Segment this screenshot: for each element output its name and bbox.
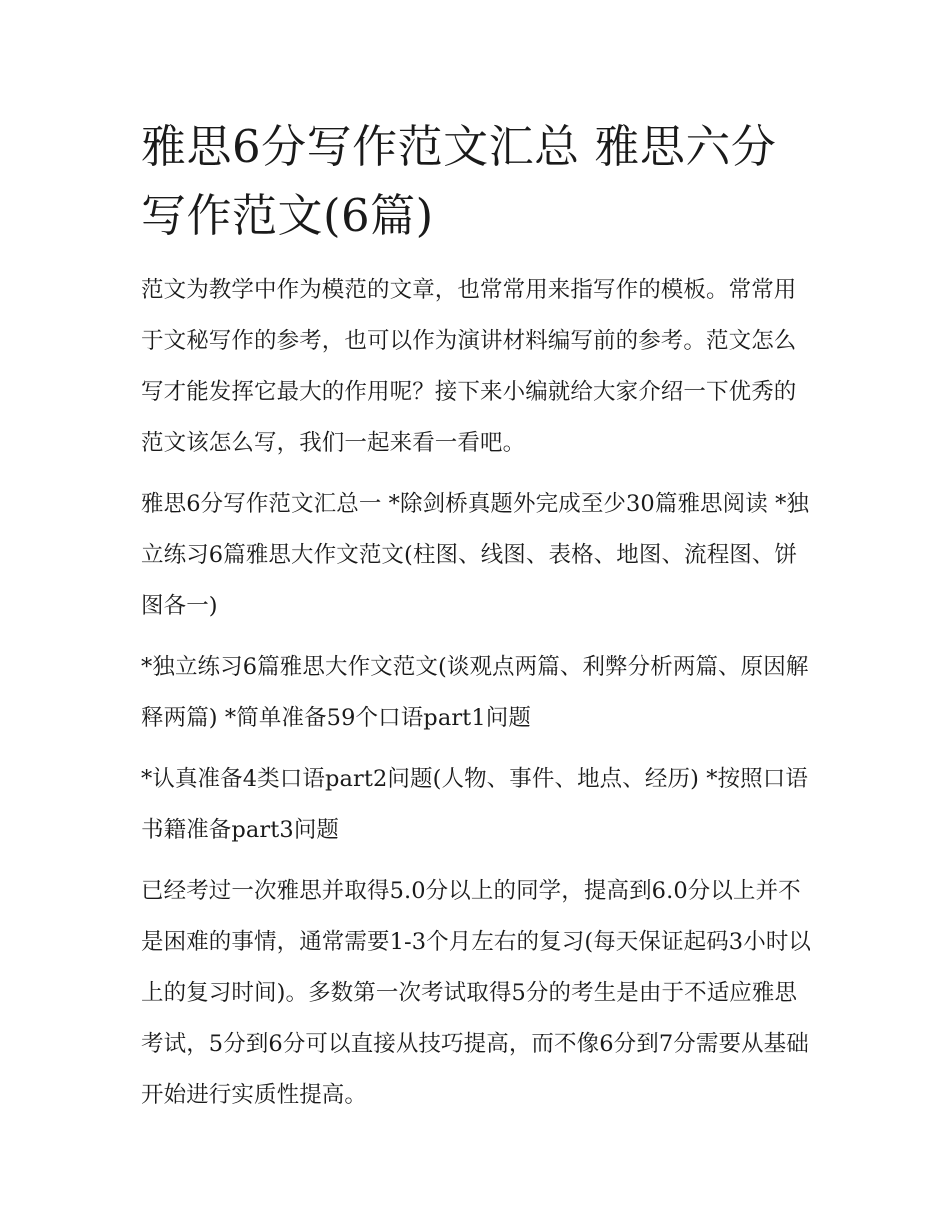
paragraph-plan-part2: *独立练习6篇雅思大作文范文(谈观点两篇、利弊分析两篇、原因解释两篇) *简单准备59个口语part1问题 [141,654,809,731]
document-page [141,112,813,1121]
paragraph-intro: 范文为教学中作为模范的文章，也常常用来指写作的模板。常常用于文秘写作的参考，也可以作为演讲材料编写前的参考。范文怎么写才能发挥它最大的作用呢？接下来小编就给大家介绍一下优秀的范文该怎么写，我们一起来看一看吧。 [141,277,797,456]
paragraph-advice: 已经考过一次雅思并取得5.0分以上的同学，提高到6.0分以上并不是困难的事情，通常需要1-3个月左右的复习(每天保证起码3小时以上的复习时间)。多数第一次考试取得5分的考生是由于不适应雅思考试，5分到6分可以直接从技巧提高，而不像6分到7分需要从基础开始进行实质性提高。 [141,878,812,1108]
paragraph-plan-part1: 雅思6分写作范文汇总一 *除剑桥真题外完成至少30篇雅思阅读 *独立练习6篇雅思大作文范文(柱图、线图、表格、地图、流程图、饼图各一) [141,491,810,619]
document-title: 雅思6分写作范文汇总 雅思六分写作范文(6篇) [141,120,777,242]
paragraph-plan-part3: *认真准备4类口语part2问题(人物、事件、地点、经历) *按照口语书籍准备part3问题 [141,766,808,843]
